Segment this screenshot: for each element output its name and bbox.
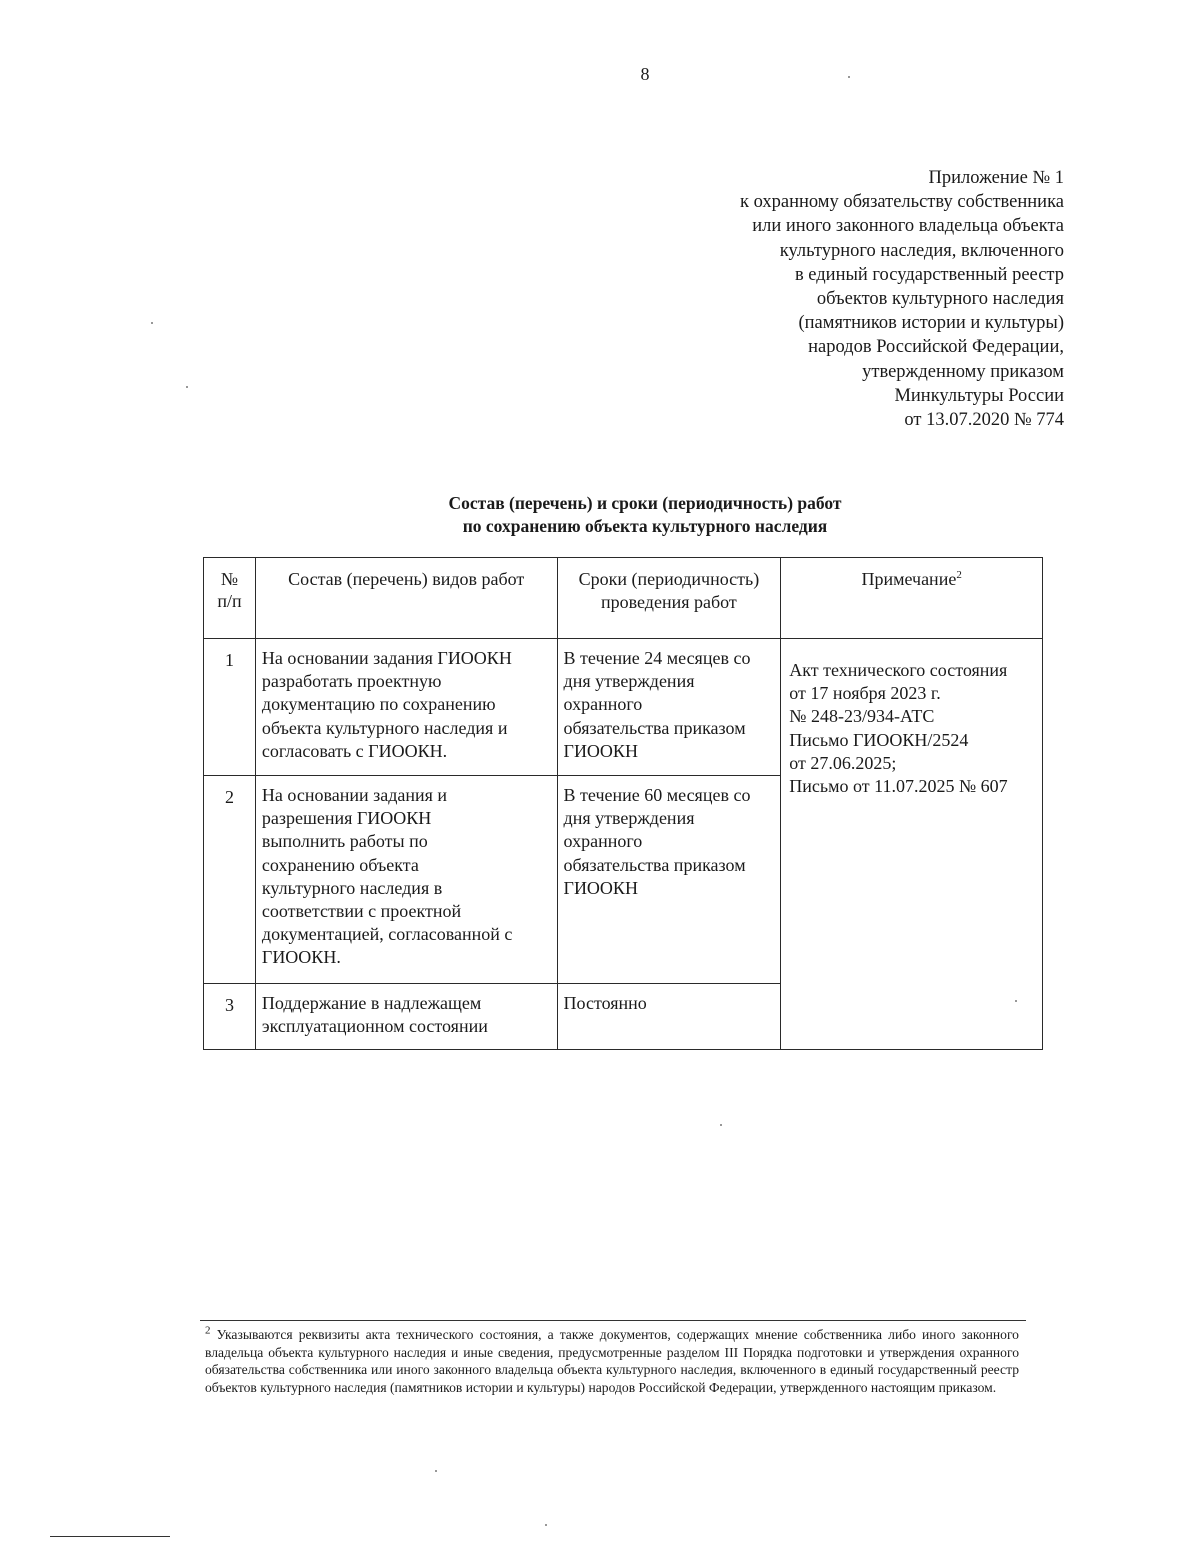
row-num: 1: [204, 639, 256, 776]
row-num: 2: [204, 776, 256, 984]
cell-line: В течение 60 месяцев со: [563, 785, 751, 805]
header-num-line: №: [220, 569, 239, 589]
footnote-divider: [200, 1320, 1026, 1321]
scan-speck: [435, 1470, 437, 1472]
cell-line: обязательства приказом: [563, 717, 746, 738]
row-note: [781, 639, 1043, 1050]
appendix-line: или иного законного владельца объекта: [752, 216, 1064, 237]
header-work: Состав (перечень) видов работ: [255, 558, 557, 639]
scan-speck: [545, 1524, 547, 1526]
document-title: [240, 492, 1050, 538]
cell-line: соответствии с проектной: [261, 901, 462, 922]
cell-line: документацией, согласованной с: [261, 924, 513, 945]
cell-line: Письмо от 11.07.2025 № 607: [789, 776, 1008, 797]
cell-line: Постоянно: [563, 993, 647, 1013]
cell-line: от 27.06.2025;: [789, 752, 897, 773]
row-term: [557, 984, 781, 1050]
row-work: [255, 984, 557, 1050]
page-number: 8: [640, 64, 650, 84]
row-num: 3: [204, 984, 256, 1050]
header-note: [781, 558, 1043, 639]
cell-line: Поддержание в надлежащем: [261, 993, 482, 1013]
appendix-line: (памятников истории и культуры): [798, 313, 1064, 334]
appendix-line: от 13.07.2020 № 774: [904, 410, 1064, 431]
footnote-text: Указываются реквизиты акта технического состояния, а также документов, содержащих мнение собственника либо иного законного владельца объекта культурного наследия и иные сведения, предусмотренные разделом III Порядка подготовки и утверждения охранного обязательства собственника или иного законного владельца объекта культурного наследия, включенного в единый государственный реестр объектов культурного наследия (памятников истории и культуры) народов Российской Федерации, утвержденного настоящим приказом.: [205, 1327, 1019, 1395]
header-note-label: Примечание: [861, 569, 957, 589]
cell-line: дня утверждения: [563, 671, 695, 692]
header-num: [204, 558, 256, 639]
cell-line: охранного: [563, 831, 643, 852]
footnote: [205, 1326, 1019, 1396]
scan-edge-line: [50, 1536, 170, 1537]
cell-line: выполнить работы по: [261, 831, 428, 852]
appendix-line: утвержденному приказом: [862, 361, 1064, 382]
appendix-line: объектов культурного наследия: [816, 289, 1064, 310]
appendix-header: [644, 166, 1064, 432]
title-line: по сохранению объекта культурного наследия: [462, 516, 828, 536]
cell-line: сохранению объекта: [261, 854, 419, 875]
footnote-marker: 2: [205, 1324, 211, 1337]
cell-line: разрешения ГИООКН: [261, 808, 432, 829]
scan-speck: [151, 322, 153, 324]
cell-line: обязательства приказом: [563, 854, 746, 875]
works-table: [203, 557, 1043, 1050]
table-row: [204, 639, 1043, 776]
row-term: [557, 776, 781, 984]
cell-line: объекта культурного наследия и: [261, 717, 508, 738]
cell-line: Акт технического состояния: [789, 660, 1008, 680]
cell-line: дня утверждения: [563, 808, 695, 829]
cell-line: ГИООКН.: [261, 947, 341, 968]
row-term: [557, 639, 781, 776]
appendix-line: в единый государственный реестр: [794, 264, 1064, 285]
appendix-line: к охранному обязательству собственника: [739, 192, 1064, 213]
title-line: Состав (перечень) и сроки (периодичность) работ: [448, 493, 842, 513]
cell-line: эксплуатационном состоянии: [261, 1016, 488, 1037]
cell-line: В течение 24 месяцев со: [563, 648, 751, 668]
table-header-row: [204, 558, 1043, 639]
cell-line: На основании задания и: [261, 785, 448, 805]
row-work: [255, 639, 557, 776]
scan-speck: [186, 386, 188, 388]
scan-speck: [848, 76, 850, 78]
header-num-line: п/п: [217, 591, 242, 611]
appendix-line: культурного наследия, включенного: [779, 240, 1064, 261]
cell-line: документацию по сохранению: [261, 694, 496, 715]
header-term: Сроки (периодичность) проведения работ: [557, 558, 781, 639]
cell-line: от 17 ноября 2023 г.: [789, 683, 941, 704]
scan-speck: [720, 1124, 722, 1126]
cell-line: согласовать с ГИООКН.: [261, 740, 448, 761]
cell-line: ГИООКН: [563, 740, 638, 761]
cell-line: На основании задания ГИООКН: [261, 648, 512, 668]
cell-line: Письмо ГИООКН/2524: [789, 729, 969, 750]
scan-speck: [1015, 1000, 1017, 1002]
cell-line: культурного наследия в: [261, 877, 443, 898]
appendix-line: народов Российской Федерации,: [808, 337, 1064, 358]
cell-line: ГИООКН: [563, 877, 638, 898]
cell-line: № 248-23/934-АТС: [789, 706, 935, 727]
row-work: [255, 776, 557, 984]
cell-line: охранного: [563, 694, 643, 715]
appendix-line: Минкультуры России: [894, 385, 1064, 406]
cell-line: разработать проектную: [261, 671, 442, 692]
appendix-line: Приложение № 1: [928, 168, 1064, 188]
footnote-ref: 2: [956, 569, 962, 581]
